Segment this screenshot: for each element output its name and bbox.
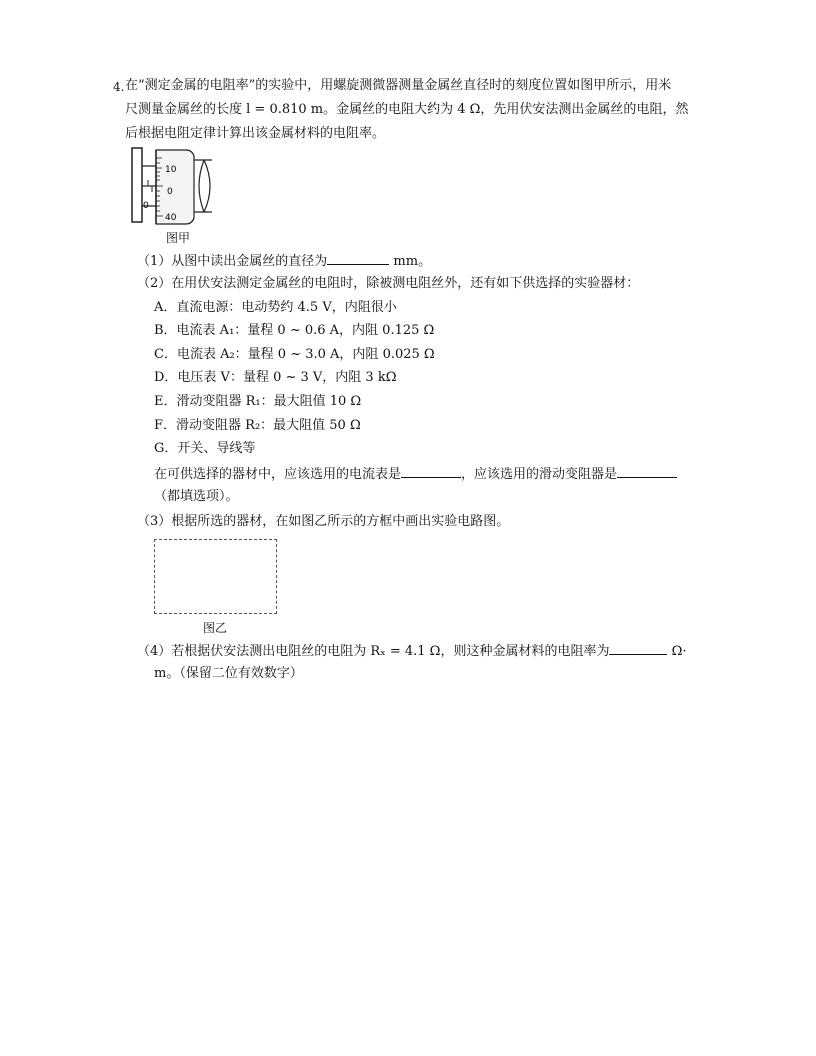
thimble-label-0: 0 [167, 187, 173, 197]
option-a: A．直流电源：电动势约 4.5 V，内阻很小 [154, 300, 397, 315]
part-3-text: （3）根据所选的器材，在如图乙所示的方框中画出实验电路图。 [137, 514, 510, 529]
circuit-drawing-box[interactable] [154, 539, 277, 614]
part-2-question [154, 465, 677, 483]
part-4-prefix: （4）若根据伏安法测出电阻丝的电阻为 Rₓ = 4.1 Ω，则这种金属材料的电阻率为 [137, 644, 610, 659]
part-4-line-1 [137, 642, 687, 660]
rheostat-answer-blank[interactable] [617, 465, 677, 478]
figure-1-caption: 图甲 [166, 231, 191, 245]
option-f: F．滑动变阻器 R₂：最大阻值 50 Ω [154, 418, 361, 433]
question-intro-line-1: 在“测定金属的电阻率”的实验中，用螺旋测微器测量金属丝直径时的刻度位置如图甲所示，用米 [125, 78, 672, 93]
thimble-label-40: 40 [165, 213, 177, 223]
resistivity-answer-blank[interactable] [609, 642, 667, 655]
thimble-label-10: 10 [165, 165, 177, 175]
sleeve-label-0: 0 [143, 201, 149, 211]
question-intro-line-3: 后根据电阻定律计算出该金属材料的电阻率。 [125, 126, 386, 141]
option-b: B．电流表 A₁：量程 0 ~ 0.6 A，内阻 0.125 Ω [154, 323, 435, 338]
part-2-intro: （2）在用伏安法测定金属丝的电阻时，除被测电阻丝外，还有如下供选择的实验器材： [137, 276, 640, 291]
part-2-question-middle: ，应该选用的滑动变阻器是 [461, 467, 618, 482]
part-1-line [137, 252, 431, 270]
option-g: G．开关、导线等 [154, 441, 256, 456]
part-4-suffix: Ω· [667, 644, 687, 659]
option-c: C．电流表 A₂：量程 0 ~ 3.0 A，内阻 0.025 Ω [154, 347, 435, 362]
part-2-question-prefix: 在可供选择的器材中，应该选用的电流表是 [154, 467, 402, 482]
option-e: E．滑动变阻器 R₁：最大阻值 10 Ω [154, 394, 362, 409]
part-4-line-2: m。（保留二位有效数字） [154, 666, 303, 681]
part-2-question-end: （都填选项）。 [154, 489, 239, 504]
micrometer-drawing [130, 146, 214, 228]
micrometer-figure [130, 146, 214, 228]
part-1-suffix: mm。 [389, 254, 432, 269]
option-d: D．电压表 V：量程 0 ~ 3 V，内阻 3 kΩ [154, 370, 397, 385]
ammeter-answer-blank[interactable] [401, 465, 461, 478]
figure-2-caption: 图乙 [203, 621, 228, 635]
diameter-answer-blank[interactable] [327, 252, 389, 265]
question-number: 4. [113, 80, 125, 94]
question-intro-line-2: 尺测量金属丝的长度 l = 0.810 m。金属丝的电阻大约为 4 Ω，先用伏安法测出金属丝的电阻，然 [125, 102, 689, 117]
part-1-prefix: （1）从图中读出金属丝的直径为 [137, 254, 328, 269]
